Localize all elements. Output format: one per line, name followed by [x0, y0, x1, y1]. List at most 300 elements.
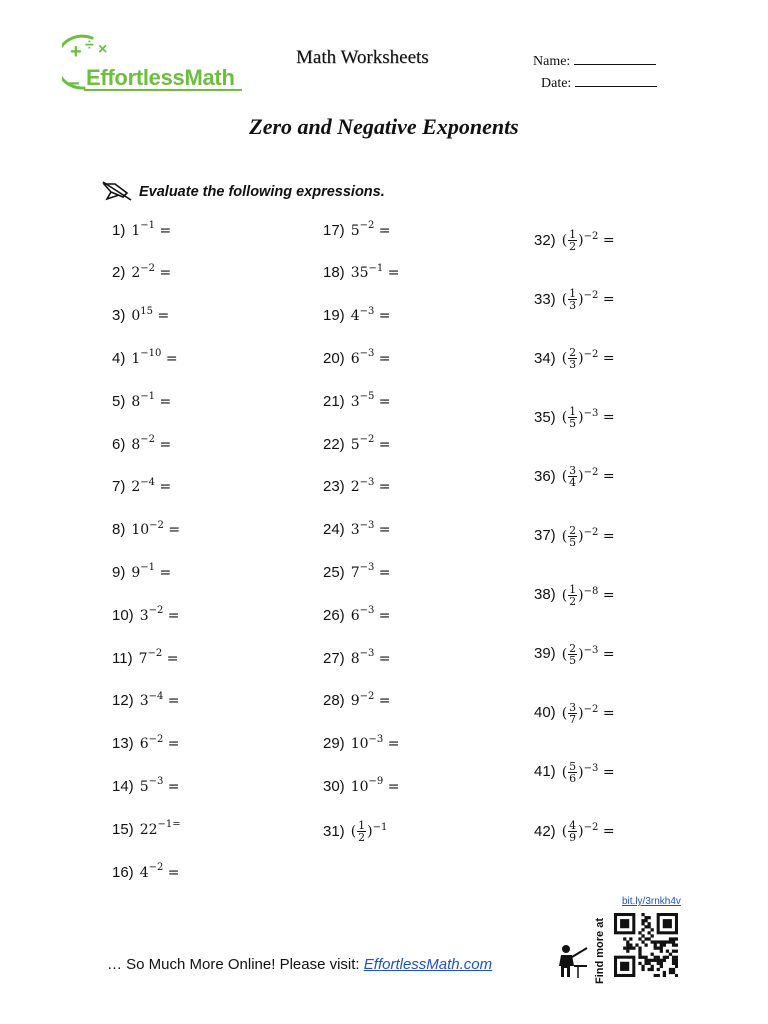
fraction-denominator: 9 — [569, 831, 577, 844]
open-paren: ( — [561, 232, 568, 249]
problem-item — [323, 649, 391, 667]
open-paren: ( — [561, 587, 568, 604]
equals-sign: = — [161, 351, 178, 368]
expression — [139, 605, 180, 624]
expression — [139, 862, 180, 881]
base: 7 — [138, 650, 148, 667]
expression — [131, 476, 172, 496]
problem-item — [112, 435, 171, 453]
problem-number: 15) — [112, 820, 134, 838]
base: 9 — [350, 693, 360, 710]
fraction-numerator: 1 — [569, 228, 577, 241]
writing-hand-icon — [101, 180, 135, 202]
problem-item — [323, 521, 391, 539]
qr-code-icon[interactable] — [614, 913, 678, 977]
exponent: −1 — [140, 562, 156, 574]
exponent: −2 — [583, 467, 599, 479]
problem-number: 34) — [534, 349, 556, 367]
problem-item — [534, 820, 615, 843]
problem-number: 11) — [112, 649, 133, 667]
fraction-denominator: 5 — [569, 653, 577, 667]
problem-item — [534, 761, 615, 784]
expression — [350, 519, 391, 539]
exponent: −3 — [359, 562, 375, 574]
qr-url-link[interactable]: bit.ly/3rnkh4v — [622, 896, 681, 907]
problem-item — [112, 820, 181, 838]
fraction-numerator: 1 — [569, 287, 577, 301]
exponent: −2 — [148, 862, 164, 873]
equals-sign: = — [374, 436, 391, 453]
problem-number: 30) — [323, 778, 345, 796]
fraction — [568, 702, 577, 725]
fraction-numerator: 1 — [569, 405, 577, 419]
fraction — [568, 465, 577, 488]
problem-item — [534, 584, 615, 607]
expression — [350, 348, 391, 368]
problem-number: 12) — [112, 692, 134, 710]
base: 6 — [350, 607, 360, 624]
problem-item — [323, 478, 391, 496]
close-paren: ) — [578, 823, 584, 840]
problem-item — [112, 392, 171, 410]
equals-sign: = — [598, 350, 615, 367]
base: 2 — [131, 265, 141, 282]
base: 10 — [350, 736, 369, 753]
fraction — [568, 288, 577, 311]
problem-number: 42) — [534, 822, 556, 840]
equals-sign: = — [163, 779, 180, 796]
base: 8 — [131, 393, 141, 410]
problem-number: 2) — [112, 264, 126, 282]
base: 10 — [131, 522, 150, 539]
problem-number: 13) — [112, 735, 134, 753]
problem-item — [112, 478, 171, 496]
expression — [350, 434, 391, 453]
exponent: −3 — [368, 733, 384, 745]
equals-sign: = — [598, 823, 615, 840]
svg-text:+: + — [70, 41, 82, 63]
problem-item — [323, 735, 399, 753]
open-paren: ( — [561, 291, 568, 308]
problem-item — [323, 264, 399, 282]
problem-item — [534, 406, 615, 429]
fraction-denominator: 6 — [569, 771, 577, 785]
expression — [350, 391, 391, 410]
base: 2 — [350, 479, 360, 496]
problem-item — [112, 649, 178, 667]
fraction-denominator: 3 — [569, 358, 577, 372]
instruction: Evaluate the following expressions. — [139, 184, 385, 200]
equals-sign: = — [153, 308, 170, 325]
expression — [350, 305, 391, 325]
equals-sign: = — [374, 565, 391, 582]
close-paren: ) — [578, 409, 584, 426]
problem-number: 36) — [534, 467, 556, 485]
exponent: −2 — [148, 733, 164, 745]
sheet-title: Zero and Negative Exponents — [249, 114, 519, 139]
problem-number: 8) — [112, 521, 126, 539]
base: 1 — [131, 351, 141, 368]
problem-item — [112, 777, 180, 795]
expression — [350, 690, 391, 710]
problem-item — [323, 777, 399, 795]
fraction-expression — [562, 465, 584, 488]
problem-number: 40) — [534, 704, 556, 722]
exponent: −2 — [149, 519, 164, 531]
svg-text:÷: ÷ — [85, 37, 94, 54]
problem-number: 5) — [112, 392, 126, 410]
problem-item — [323, 606, 391, 624]
equals-sign: = — [374, 308, 391, 325]
open-paren: ( — [561, 528, 568, 544]
problem-item — [323, 435, 391, 453]
equals-sign: = — [598, 468, 615, 485]
problem-item — [112, 606, 180, 624]
expression — [350, 776, 400, 796]
equals-sign: = — [374, 522, 391, 539]
base: 0 — [131, 308, 141, 325]
open-paren: ( — [561, 350, 568, 367]
base: 5 — [350, 436, 360, 453]
equals-sign: = — [155, 565, 172, 582]
close-paren: ) — [578, 764, 584, 781]
expression — [131, 391, 172, 410]
expression — [350, 262, 400, 282]
base: 1 — [131, 222, 141, 239]
close-paren: ) — [578, 587, 584, 604]
expression — [131, 434, 172, 453]
expression — [131, 305, 170, 325]
equals-sign: = — [163, 607, 180, 624]
problem-number: 29) — [323, 735, 345, 753]
base: 10 — [350, 779, 369, 796]
exponent: −2 — [359, 690, 375, 702]
base: 7 — [350, 565, 360, 582]
problem-item — [112, 735, 180, 753]
equals-sign: = — [598, 291, 615, 308]
exponent: −1 — [140, 220, 156, 231]
name-field — [533, 53, 656, 70]
problem-number: 31) — [323, 822, 345, 840]
equals-sign: = — [598, 764, 615, 781]
problem-item — [323, 820, 387, 843]
exponent: −1= — [157, 819, 181, 831]
fraction — [568, 820, 577, 843]
find-more-label: Find more at — [594, 917, 606, 984]
fraction — [568, 761, 577, 784]
equals-sign: = — [374, 693, 391, 710]
problem-number: 27) — [323, 649, 345, 667]
svg-text:−: − — [68, 73, 80, 94]
problem-number: 3) — [112, 307, 126, 325]
footer-text — [107, 956, 492, 973]
open-paren: ( — [561, 468, 568, 485]
expression — [131, 562, 172, 582]
fraction — [568, 229, 577, 252]
problem-number: 23) — [323, 478, 345, 496]
fraction-numerator: 3 — [569, 700, 577, 714]
exponent: −9 — [368, 776, 384, 788]
problem-number: 14) — [112, 778, 134, 796]
exponent: −3 — [359, 605, 375, 617]
date-field — [541, 75, 657, 92]
fraction-expression — [562, 584, 584, 607]
exponent: −3 — [359, 519, 375, 531]
fraction-denominator: 2 — [569, 594, 577, 608]
problem-number: 19) — [323, 307, 345, 325]
problem-item — [534, 288, 615, 311]
fraction-denominator: 2 — [358, 831, 366, 845]
expression — [350, 648, 391, 667]
problem-number: 35) — [534, 408, 556, 426]
problem-number: 22) — [323, 435, 345, 453]
expression — [139, 733, 180, 753]
open-paren: ( — [350, 823, 357, 840]
svg-text:×: × — [98, 41, 108, 58]
problem-item — [534, 525, 615, 548]
close-paren: ) — [578, 705, 584, 722]
base: 8 — [131, 436, 141, 453]
equals-sign: = — [598, 705, 615, 722]
problem-item — [323, 692, 391, 710]
equals-sign: = — [598, 646, 615, 663]
exponent: −3 — [148, 776, 164, 788]
problem-number: 4) — [112, 350, 126, 368]
base: 5 — [350, 222, 360, 239]
fraction-expression — [562, 702, 584, 725]
problem-number: 41) — [534, 763, 556, 781]
exponent: −2 — [140, 262, 156, 274]
equals-sign: = — [598, 587, 615, 604]
fraction-numerator: 1 — [569, 582, 577, 596]
equals-sign: = — [598, 528, 615, 544]
fraction-denominator: 3 — [569, 299, 577, 313]
expression — [350, 733, 400, 753]
equals-sign: = — [155, 436, 172, 453]
close-paren: ) — [578, 646, 584, 663]
exponent: −3 — [583, 408, 599, 420]
problem-item — [112, 863, 180, 881]
fraction-numerator: 4 — [569, 819, 577, 832]
problem-item — [112, 264, 171, 282]
equals-sign: = — [163, 736, 180, 753]
exponent: −1 — [368, 262, 384, 274]
exponent: −2 — [359, 220, 375, 231]
fraction-numerator: 1 — [358, 819, 366, 833]
equals-sign: = — [374, 479, 391, 496]
problem-item — [112, 521, 180, 539]
expression — [131, 519, 181, 539]
expression — [350, 220, 391, 239]
exponent: −2 — [583, 289, 599, 301]
exponent: −2 — [583, 349, 599, 361]
fraction — [568, 643, 577, 666]
problem-number: 39) — [534, 645, 556, 663]
problem-number: 38) — [534, 586, 556, 604]
problem-item — [323, 221, 391, 239]
name-blank[interactable] — [574, 53, 656, 65]
fraction-denominator: 5 — [569, 417, 577, 431]
problem-number: 37) — [534, 527, 556, 544]
exponent: −3 — [583, 762, 599, 774]
open-paren: ( — [561, 646, 568, 663]
close-paren: ) — [578, 468, 584, 485]
equals-sign: = — [155, 393, 172, 410]
fraction-numerator: 2 — [569, 641, 577, 655]
problem-item — [323, 349, 391, 367]
fraction-expression — [562, 347, 584, 370]
problem-item — [534, 347, 615, 370]
base: 4 — [139, 864, 149, 881]
fraction-denominator: 5 — [569, 535, 577, 549]
fraction-expression — [562, 643, 584, 666]
close-paren: ) — [578, 350, 584, 367]
footer-link[interactable]: EffortlessMath.com — [363, 956, 493, 973]
problem-item — [534, 229, 615, 252]
close-paren: ) — [578, 528, 584, 544]
exponent: −1 — [140, 391, 156, 403]
fraction-denominator: 4 — [569, 476, 577, 490]
equals-sign: = — [163, 693, 180, 710]
date-label: Date: — [541, 76, 572, 91]
equals-sign: = — [155, 222, 172, 239]
exponent: −3 — [359, 305, 375, 317]
date-blank[interactable] — [575, 75, 657, 87]
problem-number: 16) — [112, 863, 134, 881]
equals-sign: = — [163, 864, 180, 881]
expression — [350, 476, 391, 496]
exponent: −2 — [583, 821, 599, 833]
equals-sign: = — [598, 409, 615, 426]
base: 6 — [139, 736, 149, 753]
base: 3 — [139, 607, 149, 624]
problem-item — [112, 563, 171, 581]
problem-item — [534, 643, 615, 666]
exponent: −3 — [359, 348, 375, 360]
base: 9 — [131, 565, 141, 582]
equals-sign: = — [598, 232, 615, 249]
open-paren: ( — [561, 705, 568, 722]
fraction — [568, 584, 577, 607]
fraction-expression — [351, 820, 373, 843]
close-paren: ) — [578, 291, 584, 308]
fraction — [568, 347, 577, 370]
exponent: −3 — [359, 648, 375, 659]
problem-number: 26) — [323, 606, 345, 624]
expression — [138, 648, 179, 667]
expression — [139, 776, 180, 796]
equals-sign: = — [163, 522, 181, 539]
fraction — [357, 820, 366, 843]
problem-number: 10) — [112, 606, 134, 624]
exponent: −8 — [583, 585, 599, 597]
exponent: −2 — [140, 434, 156, 445]
base: 5 — [139, 779, 149, 796]
open-paren: ( — [561, 823, 568, 840]
base: 3 — [350, 393, 360, 410]
exponent: −1 — [372, 822, 388, 834]
exponent: −4 — [140, 476, 156, 488]
fraction-expression — [562, 761, 584, 784]
base: 3 — [139, 693, 149, 710]
exponent: −2 — [583, 230, 599, 242]
base: 6 — [350, 351, 360, 368]
name-label: Name: — [533, 54, 571, 69]
fraction — [568, 525, 577, 548]
close-paren: ) — [578, 232, 584, 249]
problem-item — [534, 465, 615, 488]
teacher-pointing-icon — [556, 944, 590, 980]
equals-sign: = — [155, 479, 172, 496]
fraction-expression — [562, 288, 584, 311]
fraction-numerator: 2 — [569, 523, 577, 537]
exponent: −10 — [140, 348, 162, 360]
expression — [131, 348, 178, 368]
problem-item — [112, 221, 171, 239]
problem-number: 1) — [112, 221, 126, 239]
equals-sign: = — [162, 650, 179, 667]
problem-number: 25) — [323, 564, 345, 582]
effortlessmath-logo — [62, 32, 247, 94]
fraction-numerator: 3 — [569, 464, 577, 478]
exponent: −4 — [148, 690, 164, 702]
expression — [131, 262, 172, 282]
problem-number: 17) — [323, 221, 345, 239]
problem-number: 32) — [534, 231, 556, 249]
base: 3 — [350, 522, 360, 539]
fraction-numerator: 2 — [569, 346, 577, 360]
problem-item — [323, 392, 391, 410]
expression — [350, 605, 391, 624]
problem-item — [112, 307, 169, 325]
open-paren: ( — [561, 409, 568, 426]
problem-number: 20) — [323, 350, 345, 368]
base: 2 — [131, 479, 141, 496]
open-paren: ( — [561, 764, 568, 781]
exponent: −2 — [583, 703, 599, 715]
fraction-expression — [562, 406, 584, 429]
fraction-expression — [562, 820, 584, 843]
base: 4 — [350, 308, 360, 325]
problem-item — [112, 349, 178, 367]
exponent: −3 — [583, 644, 599, 656]
equals-sign: = — [383, 779, 400, 796]
fraction-denominator: 2 — [569, 240, 577, 253]
equals-sign: = — [374, 222, 391, 239]
header-title: Math Worksheets — [296, 47, 429, 68]
equals-sign: = — [155, 265, 172, 282]
base: 22 — [139, 821, 158, 838]
problem-number: 28) — [323, 692, 345, 710]
problem-number: 6) — [112, 435, 126, 453]
problem-number: 7) — [112, 478, 126, 496]
exponent: −2 — [147, 648, 163, 659]
equals-sign: = — [383, 736, 400, 753]
base: 8 — [350, 650, 360, 667]
equals-sign: = — [374, 607, 391, 624]
problem-number: 18) — [323, 264, 345, 282]
problem-number: 21) — [323, 392, 345, 410]
problem-item — [534, 702, 615, 725]
footer-message: … So Much More Online! Please visit: — [107, 956, 364, 973]
fraction — [568, 406, 577, 429]
exponent: −3 — [359, 476, 375, 488]
fraction-expression — [562, 229, 584, 252]
fraction-expression — [562, 525, 584, 548]
equals-sign: = — [374, 650, 391, 667]
equals-sign: = — [383, 265, 400, 282]
problem-item — [323, 307, 391, 325]
